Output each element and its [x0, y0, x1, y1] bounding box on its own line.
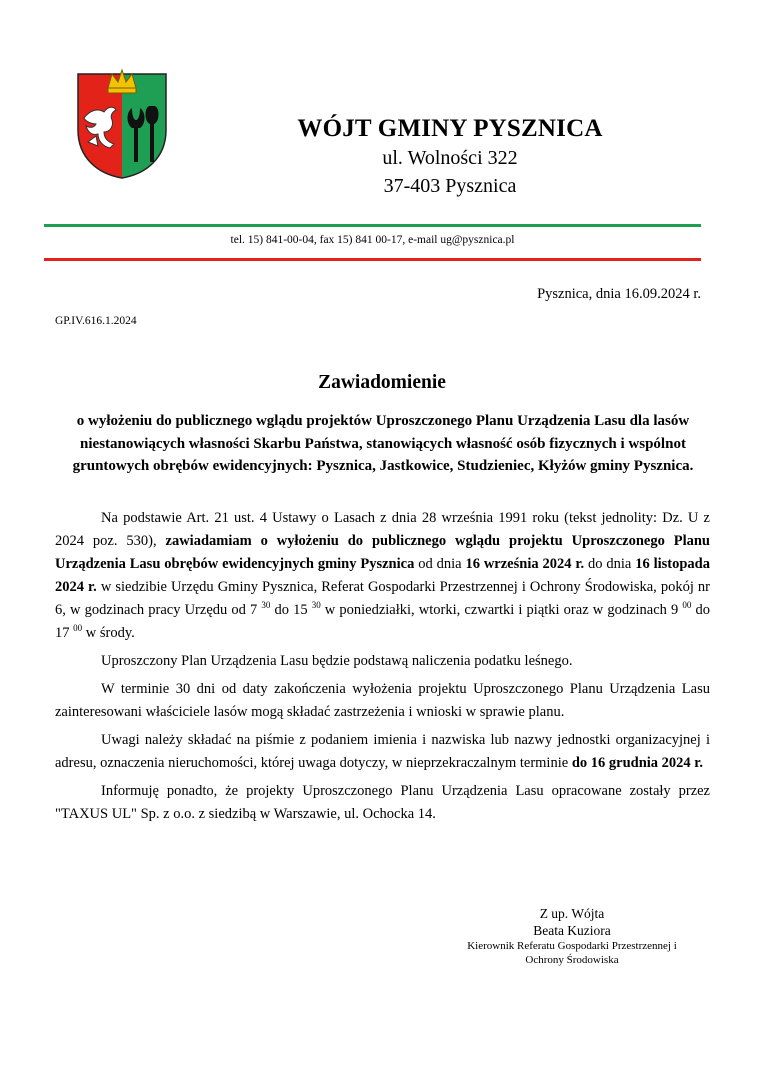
p1-start-date: 16 września 2024 r.	[465, 556, 585, 572]
signature-role-line-1: Kierownik Referatu Gospodarki Przestrzennej i	[467, 940, 677, 952]
p1-end-date: 16 listopada 2024 r.	[55, 556, 710, 595]
p1-text-2: od dnia	[414, 556, 466, 572]
paragraph-4	[55, 729, 710, 775]
issuer-city: 37-403 Pysznica	[383, 175, 517, 197]
p1-minutes-3: 00	[682, 600, 692, 610]
p4-text-1: Uwagi należy składać na piśmie z podaniem imienia i nazwiska lub nazwy jednostki organizacyjnej i adresu, oznaczenia nieruchomości, której uwaga dotyczy, w nieprzekraczalnym terminie	[55, 732, 710, 771]
signature-block	[430, 905, 714, 967]
p4-deadline: do 16 grudnia 2024 r.	[571, 755, 704, 771]
p1-text-8: w środy.	[82, 625, 135, 641]
signature-role-line-2: Ochrony Środowiska	[525, 954, 619, 966]
p1-bold-1: zawiadamiam o wyłożeniu do publicznego wglądu projektu Uproszczonego Planu Urządzenia Lasu obrębów ewidencyjnych gminy Pysznica	[55, 533, 710, 572]
paragraph-2: Uproszczony Plan Urządzenia Lasu będzie podstawą naliczenia podatku leśnego.	[101, 653, 573, 669]
document-title: Zawiadomienie	[318, 372, 446, 393]
p1-text-3: do dnia	[584, 556, 636, 572]
coat-of-arms-icon	[74, 66, 170, 180]
p1-minutes-4: 00	[73, 623, 83, 633]
document-body	[55, 507, 710, 831]
contact-line: tel. 15) 841-00-04, fax 15) 841 00-17, e-mail ug@pysznica.pl	[230, 234, 515, 246]
p1-text-5: do 15	[270, 602, 312, 618]
signature-name: Beata Kuziora	[533, 923, 611, 938]
p1-text-6: w poniedziałki, wtorki, czwartki i piątki oraz w godzinach 9	[320, 602, 683, 618]
paragraph-1	[55, 507, 710, 645]
p1-text-1: Na podstawie Art. 21 ust. 4 Ustawy o Lasach z dnia 28 września 1991 roku (tekst jednolity: Dz. U z 2024 poz. 530),	[55, 510, 710, 549]
signature-on-behalf: Z up. Wójta	[539, 906, 605, 921]
p1-minutes-1: 30	[261, 600, 271, 610]
p1-text-7: do 17	[55, 602, 711, 641]
p1-text-4: w siedzibie Urzędu Gminy Pysznica, Referat Gospodarki Przestrzennej i Ochrony Środowiska, pokój nr 6, w godzinach pracy Urzędu od 7	[55, 579, 711, 618]
paragraph-5: Informuję ponadto, że projekty Uproszczonego Planu Urządzenia Lasu opracowane zostały przez "TAXUS UL" Sp. z o.o. z siedzibą w Warszawie, ul. Ochocka 14.	[55, 783, 710, 822]
red-divider	[44, 258, 701, 261]
paragraph-3: W terminie 30 dni od daty zakończenia wyłożenia projektu Uproszczonego Planu Urządzenia Lasu zainteresowani właściciele lasów mogą składać zastrzeżenia i wnioski w sprawie planu.	[55, 681, 710, 720]
document-subject: o wyłożeniu do publicznego wglądu projektów Uproszczonego Planu Urządzenia Lasu dla lasów niestanowiących własności Skarbu Państwa, stanowiących własność osób fizycznych i wspólnot gruntowych obrębów ewidencyjnych: Pysznica, Jastkowice, Studzieniec, Kłyżów gminy Pysznica.	[72, 413, 694, 474]
reference-number: GP.IV.616.1.2024	[55, 315, 137, 327]
issuer-title: WÓJT GMINY PYSZNICA	[297, 115, 603, 142]
letterhead	[280, 114, 620, 200]
green-divider	[44, 224, 701, 227]
issuer-street: ul. Wolności 322	[382, 147, 518, 169]
document-date: Pysznica, dnia 16.09.2024 r.	[537, 286, 701, 302]
p1-minutes-2: 30	[311, 600, 321, 610]
